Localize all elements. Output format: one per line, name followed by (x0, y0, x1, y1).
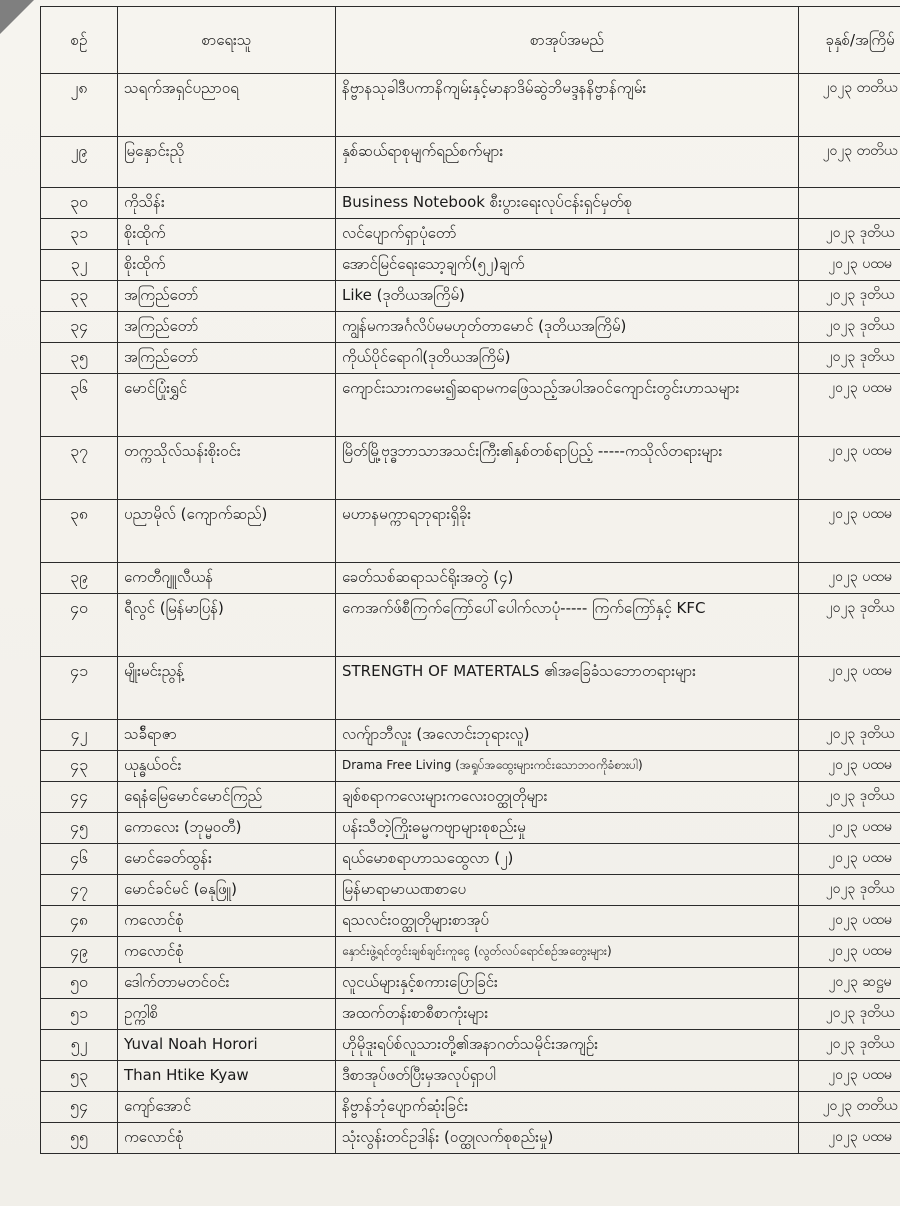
table-row (41, 1092, 900, 1123)
row-no: ၃၇ (41, 437, 118, 500)
header-title: စာအုပ်အမည် (336, 7, 799, 74)
row-author: ဒေါက်တာမတင်ဝင်း (118, 968, 336, 999)
row-no: ၅၁ (41, 999, 118, 1030)
row-author: ရီလွင် (မြန်မာပြန်) (118, 594, 336, 657)
row-author: ယုန္ဓယ်ဝင်း (118, 751, 336, 782)
table-row (41, 999, 900, 1030)
header-author: စာရေးသူ (118, 7, 336, 74)
header-edition: ခုနှစ်/အကြိမ် (799, 7, 900, 74)
row-edition: ၂၀၂၃ ဒုတိယ (799, 875, 900, 906)
row-edition: ၂၀၂၃ ဒုတိယ (799, 343, 900, 374)
row-title: ပန်းသီတဲ့ကြိုးဓမ္မကဗျာများစုစည်းမှု (336, 813, 799, 844)
row-title: ကျွန်မကအင်္ဂလိပ်မမဟုတ်တာမောင် (ဒုတိယအကြိမ်) (336, 312, 799, 343)
row-edition (799, 188, 900, 219)
row-no: ၅၂ (41, 1030, 118, 1061)
row-edition: ၂၀၂၃ ပထမ (799, 813, 900, 844)
row-author: ရေနံမြေမောင်မောင်ကြည် (118, 782, 336, 813)
row-edition: ၂၀၂၃ တတိယ (799, 137, 900, 188)
row-edition: ၂၀၂၃ ဒုတိယ (799, 219, 900, 250)
table-row (41, 219, 900, 250)
row-edition: ၂၀၂၃ ပထမ (799, 500, 900, 563)
row-title: အထက်တန်းစာစီစာကုံးများ (336, 999, 799, 1030)
row-title: ဟိုမိုဒူးရပ်စ်လူသားတို့၏အနာဂတ်သမိုင်းအကျဉ်း (336, 1030, 799, 1061)
table-row (41, 1061, 900, 1092)
table-row (41, 281, 900, 312)
row-edition: ၂၀၂၃ ဒုတိယ (799, 281, 900, 312)
row-title: ခေတ်သစ်ဆရာသင်ရိုးအတွဲ (၄) (336, 563, 799, 594)
table-row (41, 74, 900, 137)
row-title: ချစ်စရာကလေးများကလေးဝတ္ထုတိုများ (336, 782, 799, 813)
row-no: ၃၉ (41, 563, 118, 594)
row-title: မြိတ်မြို့ဗုဒ္ဓဘာသာအသင်းကြီး၏နှစ်တစ်ရာပြည့် -----ကသိုလ်တရားများ (336, 437, 799, 500)
row-no: ၄၀ (41, 594, 118, 657)
row-title: STRENGTH OF MATERTALS ၏အခြေခံသဘောတရားများ (336, 657, 799, 720)
row-author: မောင်ခင်မင် (ဓနုဖြူ) (118, 875, 336, 906)
row-edition: ၂၀၂၃ တတိယ (799, 1092, 900, 1123)
table-row (41, 844, 900, 875)
table-row (41, 906, 900, 937)
row-no: ၃၄ (41, 312, 118, 343)
row-edition: ၂၀၂၃ ဒုတိယ (799, 782, 900, 813)
table-row (41, 437, 900, 500)
row-edition: ၂၀၂၃ ဒုတိယ (799, 720, 900, 751)
table-row (41, 813, 900, 844)
table-row (41, 782, 900, 813)
row-no: ၄၂ (41, 720, 118, 751)
row-edition: ၂၀၂၃ ပထမ (799, 437, 900, 500)
table-row (41, 968, 900, 999)
row-title: နှစ်ဆယ်ရာစုမျက်ရည်စက်များ (336, 137, 799, 188)
row-title: ကိုယ်ပိုင်ရောဂါ(ဒုတိယအကြိမ်) (336, 343, 799, 374)
row-no: ၃၃ (41, 281, 118, 312)
row-no: ၃၅ (41, 343, 118, 374)
row-edition: ၂၀၂၃ ဆဋ္ဌမ (799, 968, 900, 999)
row-author: မျိုးမင်းညွန့် (118, 657, 336, 720)
row-edition: ၂၀၂၃ ပထမ (799, 374, 900, 437)
row-no: ၄၈ (41, 906, 118, 937)
row-author: သရက်အရှင်ပညာဝရ (118, 74, 336, 137)
row-no: ၂၉ (41, 137, 118, 188)
row-no: ၄၁ (41, 657, 118, 720)
row-no: ၅၀ (41, 968, 118, 999)
row-title: နိဗ္ဗာန်ဘုံပျောက်ဆုံးခြင်း (336, 1092, 799, 1123)
row-title: နှောင်းဖွဲ့ရင်တွင်းချစ်ချင်းကူငွေ (လွတ်လပ်ရောင်စဉ်အတွေးများ) (336, 937, 799, 968)
table-row (41, 875, 900, 906)
row-title: နိဗ္ဗာနသုခါဒီပကာနိကျမ်းနှင့်မာနာဒိမ်ဆွဲဘိမဒ္ဒနနိဗ္ဗာန်ကျမ်း (336, 74, 799, 137)
table-row (41, 563, 900, 594)
row-no: ၃၆ (41, 374, 118, 437)
row-no: ၃၂ (41, 250, 118, 281)
row-no: ၄၇ (41, 875, 118, 906)
row-edition: ၂၀၂၃ ပထမ (799, 250, 900, 281)
row-edition: ၂၀၂၃ တတိယ (799, 74, 900, 137)
table-row (41, 250, 900, 281)
row-no: ၃၁ (41, 219, 118, 250)
row-author: အကြည်တော် (118, 343, 336, 374)
row-no: ၅၅ (41, 1123, 118, 1154)
row-edition: ၂၀၂၃ ဒုတိယ (799, 594, 900, 657)
table-row (41, 312, 900, 343)
table-row (41, 1030, 900, 1061)
row-author: ပညာမိုလ် (ကျောက်ဆည်) (118, 500, 336, 563)
row-title: လက်ျာဘီလူး (အလောင်းဘုရားလူ) (336, 720, 799, 751)
row-edition: ၂၀၂၃ ပထမ (799, 563, 900, 594)
row-author: မောင်ခေတ်ထွန်း (118, 844, 336, 875)
row-no: ၄၄ (41, 782, 118, 813)
table-row (41, 1123, 900, 1154)
row-edition: ၂၀၂၃ ပထမ (799, 1123, 900, 1154)
row-edition: ၂၀၂၃ ဒုတိယ (799, 999, 900, 1030)
row-edition: ၂၀၂၃ ပထမ (799, 906, 900, 937)
row-no: ၅၄ (41, 1092, 118, 1123)
row-title: ရသလင်းဝတ္ထုတိုများစာအုပ် (336, 906, 799, 937)
row-edition: ၂၀၂၃ ပထမ (799, 751, 900, 782)
table-row (41, 374, 900, 437)
row-no: ၃၈ (41, 500, 118, 563)
row-title: သုံးလွန်းတင်ဥဒါန်း (ဝတ္ထုလက်စုစည်းမှု) (336, 1123, 799, 1154)
row-title: မြန်မာရာမာယဏစာပေ (336, 875, 799, 906)
page-fold-shadow (0, 0, 34, 34)
row-no: ၄၉ (41, 937, 118, 968)
row-no: ၂၈ (41, 74, 118, 137)
row-author: ကိုသိန်း (118, 188, 336, 219)
row-title: မဟာနမက္ကာရဘုရားရှိခိုး (336, 500, 799, 563)
table-row (41, 188, 900, 219)
row-title: လင်ပျောက်ရှာပုံတော် (336, 219, 799, 250)
header-no: စဉ် (41, 7, 118, 74)
row-edition: ၂၀၂၃ ဒုတိယ (799, 312, 900, 343)
row-no: ၃၀ (41, 188, 118, 219)
row-author: ကျော်အောင် (118, 1092, 336, 1123)
row-author: အကြည်တော် (118, 281, 336, 312)
row-title: Drama Free Living (အရှုပ်အထွေးများကင်းသောဘဝကိုခံစားပါ) (336, 751, 799, 782)
row-author: စိုးထိုက် (118, 250, 336, 281)
row-author: တက္ကသိုလ်သန်းစိုးဝင်း (118, 437, 336, 500)
row-author: ဥက္ကါစိ (118, 999, 336, 1030)
row-author: ကလောင်စုံ (118, 937, 336, 968)
row-author: သခ်ီရာဇာ (118, 720, 336, 751)
row-no: ၅၃ (41, 1061, 118, 1092)
row-edition: ၂၀၂၃ ပထမ (799, 844, 900, 875)
row-edition: ၂၀၂၃ ပထမ (799, 657, 900, 720)
row-author: ကောလေး (ဘုမ္မဝတီ) (118, 813, 336, 844)
book-list-table (40, 6, 900, 1154)
table-row (41, 657, 900, 720)
row-no: ၄၃ (41, 751, 118, 782)
table-row (41, 137, 900, 188)
row-title: Like (ဒုတိယအကြိမ်) (336, 281, 799, 312)
row-title: ကေအက်ဖ်စီကြက်ကြော်ပေါ်ပေါက်လာပုံ----- ကြက်ကြော်နှင့် KFC (336, 594, 799, 657)
row-author: ကေတီဂျူလီယန် (118, 563, 336, 594)
row-edition: ၂၀၂၃ ဒုတိယ (799, 1030, 900, 1061)
row-author: Than Htike Kyaw (118, 1061, 336, 1092)
row-edition: ၂၀၂၃ ပထမ (799, 1061, 900, 1092)
row-title: အောင်မြင်ရေးသော့ချက်(၅၂)ချက် (336, 250, 799, 281)
row-author: စိုးထိုက် (118, 219, 336, 250)
row-title: ရယ်မောစရာဟာသထွေလာ (၂) (336, 844, 799, 875)
row-title: လူငယ်များနှင့်စကားပြောခြင်း (336, 968, 799, 999)
row-title: ဒီစာအုပ်ဖတ်ပြီးမှအလုပ်ရှာပါ (336, 1061, 799, 1092)
row-author: မောင်ပြုံးရွှင် (118, 374, 336, 437)
table-row (41, 343, 900, 374)
row-author: ကလောင်စုံ (118, 1123, 336, 1154)
table-row (41, 751, 900, 782)
table-header-row (41, 7, 900, 74)
row-author: မြနှောင်းညို (118, 137, 336, 188)
row-title: ကျောင်းသားကမေး၍ဆရာမကဖြေသည့်အပါအဝင်ကျောင်းတွင်းဟာသများ (336, 374, 799, 437)
table-row (41, 594, 900, 657)
row-author: အကြည်တော် (118, 312, 336, 343)
row-no: ၄၆ (41, 844, 118, 875)
row-author: ကလောင်စုံ (118, 906, 336, 937)
row-author: Yuval Noah Horori (118, 1030, 336, 1061)
table-row (41, 937, 900, 968)
table-row (41, 500, 900, 563)
row-no: ၄၅ (41, 813, 118, 844)
table-row (41, 720, 900, 751)
row-title: Business Notebook စီးပွားရေးလုပ်ငန်းရှင်မှတ်စု (336, 188, 799, 219)
row-edition: ၂၀၂၃ ပထမ (799, 937, 900, 968)
